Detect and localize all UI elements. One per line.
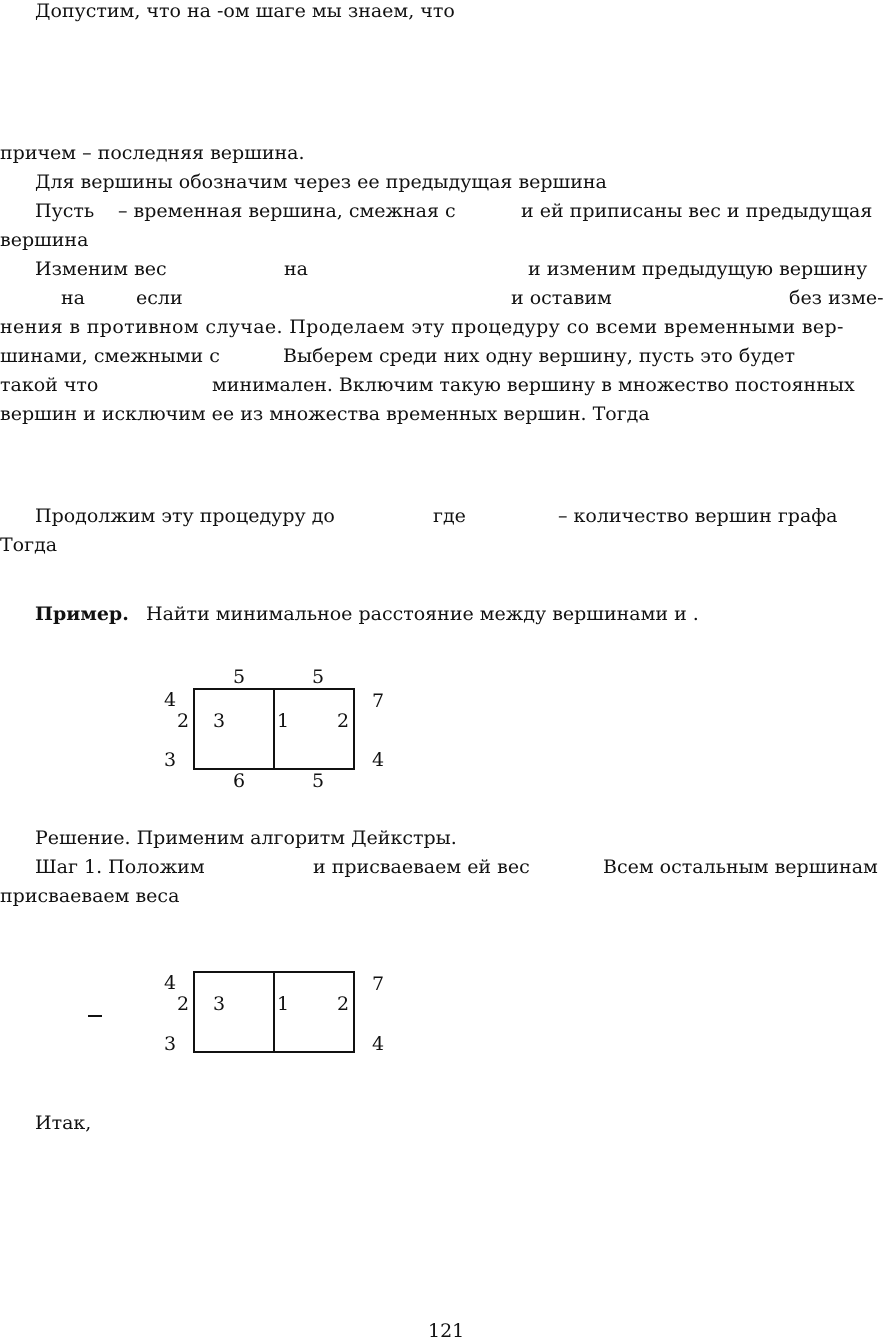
text-line: причем – последняя вершина. (0, 142, 305, 164)
edge-weight: 3 (213, 993, 226, 1015)
vertex-label: 7 (372, 690, 385, 712)
text-line: Для вершины обозначим через ее предыдущая вершина (35, 171, 607, 193)
edge-weight: 3 (213, 710, 226, 732)
edge-weight: 5 (233, 666, 246, 688)
text-line: присваеваем веса (0, 885, 180, 907)
text-word: Выберем среди них одну вершину, пусть это будет (283, 345, 795, 367)
text-word: шинами, смежными с (0, 345, 220, 367)
edge-weight: 2 (337, 710, 350, 732)
text-word: без изме- (789, 287, 884, 309)
text-word: минимален. Включим такую вершину в множество постоянных (212, 374, 855, 396)
page-number: 121 (428, 1320, 465, 1342)
edge-weight: 1 (277, 710, 290, 732)
vertex-label: 4 (164, 972, 177, 994)
vertex-label: 4 (164, 689, 177, 711)
text-word: если (136, 287, 183, 309)
text-word: на (61, 287, 85, 309)
text-word: такой что (0, 374, 99, 396)
edge-weight: 1 (277, 993, 290, 1015)
graph-middle-edge (273, 971, 275, 1053)
vertex-label: 4 (372, 749, 385, 771)
edge-weight: 5 (312, 666, 325, 688)
text-line: Решение. Применим алгоритм Дейкстры. (35, 827, 457, 849)
graph-middle-edge (273, 688, 275, 770)
text-word: и ей приписаны вес и предыдущая (521, 200, 873, 222)
text-word: – временная вершина, смежная с (118, 200, 456, 222)
edge-weight: 6 (233, 770, 246, 792)
text-word: Пусть (35, 200, 95, 222)
text-line: вершин и исключим ее из множества временных вершин. Тогда (0, 403, 650, 425)
text-line: Тогда (0, 534, 58, 556)
edge-weight: 2 (337, 993, 350, 1015)
edge-weight: 5 (312, 770, 325, 792)
edge-weight: 2 (177, 710, 190, 732)
text-word: и изменим предыдущую вершину (528, 258, 868, 280)
text-word: Всем остальным вершинам (603, 856, 878, 878)
vertex-label: 7 (372, 973, 385, 995)
text-line: вершина (0, 229, 89, 251)
text-line: нения в противном случае. Проделаем эту процедуру со всеми временными вер- (0, 316, 844, 338)
text-word: где (433, 505, 466, 527)
text-word: и присваеваем ей вес (313, 856, 530, 878)
text-word: Изменим вес (35, 258, 167, 280)
text-line: Допустим, что на -ом шаге мы знаем, что (35, 0, 455, 22)
text-word: на (284, 258, 308, 280)
text-word: Продолжим эту процедуру до (35, 505, 335, 527)
example-text: Найти минимальное расстояние между вершинами и . (146, 603, 699, 625)
text-word: и оставим (511, 287, 612, 309)
example-heading: Пример. (35, 603, 129, 625)
edge-weight: 2 (177, 993, 190, 1015)
text-line: Итак, (35, 1112, 92, 1134)
vertex-label: 3 (164, 749, 177, 771)
text-word: Шаг 1. Положим (35, 856, 205, 878)
vertex-label: 3 (164, 1033, 177, 1055)
vertex-label: 4 (372, 1033, 385, 1055)
dash-mark (88, 1015, 102, 1017)
text-word: – количество вершин графа (558, 505, 838, 527)
